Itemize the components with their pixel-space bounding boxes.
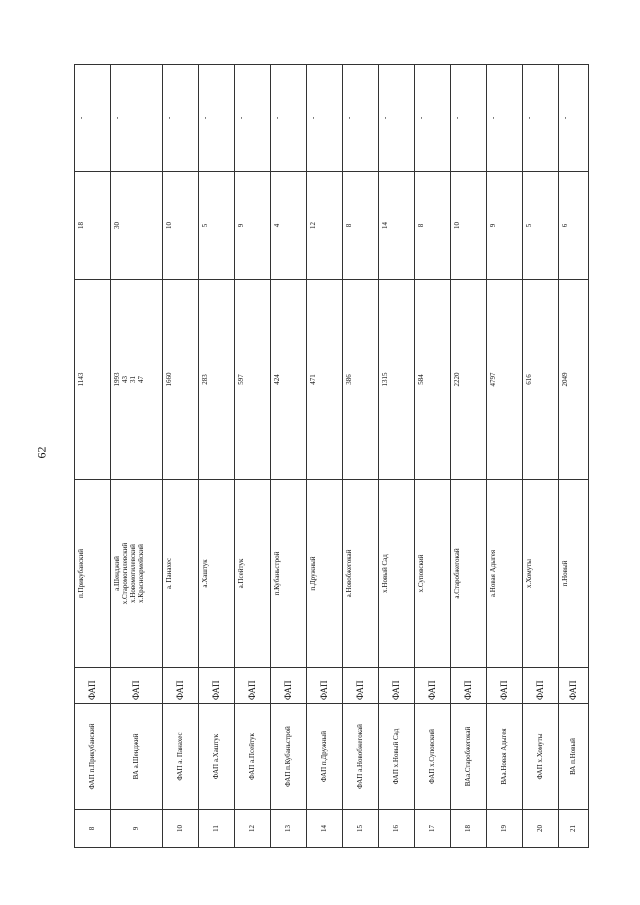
facility-name-cell: ФАП х.Новый Сад bbox=[379, 704, 415, 810]
facility-type-cell: ФАП bbox=[271, 668, 307, 704]
settlement-name: п.Прикубанский bbox=[77, 549, 85, 598]
facilities-table bbox=[74, 64, 589, 848]
settlement-cell bbox=[75, 480, 111, 668]
settlement-name: а.Старобжегокай bbox=[453, 548, 461, 599]
count-cell: 4 bbox=[271, 172, 307, 280]
row-number-cell: 18 bbox=[451, 810, 487, 848]
population-cell bbox=[271, 280, 307, 480]
facility-name-cell: ФАП х.Суповский bbox=[415, 704, 451, 810]
settlement-cell bbox=[271, 480, 307, 668]
count-cell: 30 bbox=[111, 172, 163, 280]
facility-name-cell: ФАП п.Дружный bbox=[307, 704, 343, 810]
settlement-cell bbox=[199, 480, 235, 668]
row-number-cell: 20 bbox=[523, 810, 559, 848]
facility-type-cell: ФАП bbox=[415, 668, 451, 704]
population-value: 584 bbox=[417, 374, 425, 385]
settlement-cell bbox=[163, 480, 199, 668]
population-cell bbox=[523, 280, 559, 480]
population-value: 2220 bbox=[453, 372, 461, 387]
settlement-name: х.Суповский bbox=[417, 554, 425, 593]
extra-cell: - bbox=[451, 65, 487, 172]
population-cell bbox=[199, 280, 235, 480]
settlement-cell bbox=[451, 480, 487, 668]
table-row bbox=[343, 65, 379, 848]
count-cell: 14 bbox=[379, 172, 415, 280]
settlement-cell bbox=[343, 480, 379, 668]
table-row bbox=[307, 65, 343, 848]
settlement-name: х.Новый Сад bbox=[381, 554, 389, 593]
population-value: 616 bbox=[525, 374, 533, 385]
facility-name-cell: ФАП п.Прикубанский bbox=[75, 704, 111, 810]
facility-type-cell: ФАП bbox=[75, 668, 111, 704]
facility-type-cell: ФАП bbox=[111, 668, 163, 704]
population-value: 471 bbox=[309, 374, 317, 385]
population-value: 283 bbox=[201, 374, 209, 385]
count-cell: 18 bbox=[75, 172, 111, 280]
facility-type-cell: ФАП bbox=[487, 668, 523, 704]
facility-type-cell: ФАП bbox=[343, 668, 379, 704]
facility-name-cell: ФАП п.Кубаньстрой bbox=[271, 704, 307, 810]
table-row bbox=[487, 65, 523, 848]
row-number-cell: 14 bbox=[307, 810, 343, 848]
facility-name-cell: ВАа.Новая Адыгея bbox=[487, 704, 523, 810]
settlement-cell bbox=[379, 480, 415, 668]
extra-cell: - bbox=[343, 65, 379, 172]
facility-name-cell: ВА а.Шенджий bbox=[111, 704, 163, 810]
population-value: 424 bbox=[273, 374, 281, 385]
row-number-cell: 9 bbox=[111, 810, 163, 848]
population-cell bbox=[451, 280, 487, 480]
settlement-name: х.Хомуты bbox=[525, 559, 533, 588]
facility-name-cell: ФАП а.Псейтук bbox=[235, 704, 271, 810]
row-number-cell: 17 bbox=[415, 810, 451, 848]
table-row bbox=[199, 65, 235, 848]
settlement-name: а. Панахес bbox=[165, 557, 173, 590]
extra-cell: - bbox=[75, 65, 111, 172]
table-row bbox=[163, 65, 199, 848]
settlement-cell bbox=[487, 480, 523, 668]
rotated-table-sheet bbox=[74, 65, 582, 848]
table-body bbox=[75, 65, 589, 848]
settlement-name: а.Новобжегокай bbox=[345, 549, 353, 598]
extra-cell: - bbox=[111, 65, 163, 172]
settlement-name: х.Старомогилевский bbox=[121, 542, 130, 605]
population-value: 43 bbox=[121, 376, 130, 383]
facility-type-cell: ФАП bbox=[451, 668, 487, 704]
population-value: 1315 bbox=[381, 372, 389, 387]
table-row bbox=[235, 65, 271, 848]
count-cell: 10 bbox=[163, 172, 199, 280]
extra-cell: - bbox=[523, 65, 559, 172]
population-cell bbox=[111, 280, 163, 480]
population-value: 47 bbox=[137, 376, 146, 383]
rotated-table-container bbox=[74, 65, 582, 848]
settlement-name: х.Красноармейский bbox=[137, 544, 146, 603]
settlement-cell bbox=[559, 480, 589, 668]
facility-name-cell: ФАП а.Хаштук bbox=[199, 704, 235, 810]
row-number-cell: 21 bbox=[559, 810, 589, 848]
table-row bbox=[379, 65, 415, 848]
table-row bbox=[451, 65, 487, 848]
settlement-cell bbox=[235, 480, 271, 668]
settlement-cell bbox=[523, 480, 559, 668]
population-cell bbox=[75, 280, 111, 480]
row-number-cell: 8 bbox=[75, 810, 111, 848]
settlement-cell bbox=[307, 480, 343, 668]
population-cell bbox=[307, 280, 343, 480]
table-row bbox=[75, 65, 111, 848]
count-cell: 9 bbox=[235, 172, 271, 280]
facility-name-cell: ВАа.Старобжегокай bbox=[451, 704, 487, 810]
row-number-cell: 10 bbox=[163, 810, 199, 848]
facility-name-cell: ФАП а. Панахес bbox=[163, 704, 199, 810]
table-row bbox=[559, 65, 589, 848]
population-value: 1993 bbox=[113, 372, 121, 387]
population-cell bbox=[415, 280, 451, 480]
facility-type-cell: ФАП bbox=[559, 668, 589, 704]
row-number-cell: 15 bbox=[343, 810, 379, 848]
facility-name-cell: ФАП а.Новобжегокай bbox=[343, 704, 379, 810]
settlement-name: п.Дружный bbox=[309, 556, 317, 591]
extra-cell: - bbox=[559, 65, 589, 172]
population-cell bbox=[379, 280, 415, 480]
population-cell bbox=[487, 280, 523, 480]
settlement-name: а.Хаштук bbox=[201, 559, 209, 588]
table-row bbox=[415, 65, 451, 848]
settlement-name: х.Новомогилевский bbox=[129, 544, 138, 603]
settlement-name: п.Кубаньстрой bbox=[273, 551, 281, 596]
population-value: 1660 bbox=[165, 372, 173, 387]
extra-cell: - bbox=[199, 65, 235, 172]
count-cell: 5 bbox=[523, 172, 559, 280]
settlement-name: а.Шенджий bbox=[113, 556, 121, 591]
population-value: 4797 bbox=[489, 372, 497, 387]
extra-cell: - bbox=[487, 65, 523, 172]
facility-type-cell: ФАП bbox=[235, 668, 271, 704]
row-number-cell: 19 bbox=[487, 810, 523, 848]
table-row bbox=[271, 65, 307, 848]
settlement-cell bbox=[111, 480, 163, 668]
count-cell: 12 bbox=[307, 172, 343, 280]
extra-cell: - bbox=[271, 65, 307, 172]
row-number-cell: 11 bbox=[199, 810, 235, 848]
count-cell: 8 bbox=[343, 172, 379, 280]
extra-cell: - bbox=[307, 65, 343, 172]
settlement-cell bbox=[415, 480, 451, 668]
count-cell: 8 bbox=[415, 172, 451, 280]
page-number: 62 bbox=[34, 446, 49, 459]
facility-name-cell: ФАП х.Хомуты bbox=[523, 704, 559, 810]
facility-type-cell: ФАП bbox=[163, 668, 199, 704]
population-value: 31 bbox=[129, 376, 138, 383]
population-value: 597 bbox=[237, 374, 245, 385]
table-row bbox=[523, 65, 559, 848]
extra-cell: - bbox=[235, 65, 271, 172]
population-value: 2049 bbox=[561, 372, 569, 387]
facility-type-cell: ФАП bbox=[199, 668, 235, 704]
table-row bbox=[111, 65, 163, 848]
row-number-cell: 12 bbox=[235, 810, 271, 848]
settlement-name: п.Новый bbox=[561, 560, 569, 587]
facility-type-cell: ФАП bbox=[523, 668, 559, 704]
settlement-name: а.Псейтук bbox=[237, 558, 245, 589]
facility-name-cell: ВА п.Новый bbox=[559, 704, 589, 810]
extra-cell: - bbox=[163, 65, 199, 172]
population-cell bbox=[559, 280, 589, 480]
extra-cell: - bbox=[415, 65, 451, 172]
settlement-name: а.Новая Адыгея bbox=[489, 549, 497, 598]
facility-type-cell: ФАП bbox=[379, 668, 415, 704]
count-cell: 9 bbox=[487, 172, 523, 280]
count-cell: 10 bbox=[451, 172, 487, 280]
count-cell: 5 bbox=[199, 172, 235, 280]
population-cell bbox=[163, 280, 199, 480]
population-value: 386 bbox=[345, 374, 353, 385]
population-value: 1143 bbox=[77, 372, 85, 387]
extra-cell: - bbox=[379, 65, 415, 172]
count-cell: 6 bbox=[559, 172, 589, 280]
row-number-cell: 13 bbox=[271, 810, 307, 848]
population-cell bbox=[235, 280, 271, 480]
facility-type-cell: ФАП bbox=[307, 668, 343, 704]
population-cell bbox=[343, 280, 379, 480]
row-number-cell: 16 bbox=[379, 810, 415, 848]
